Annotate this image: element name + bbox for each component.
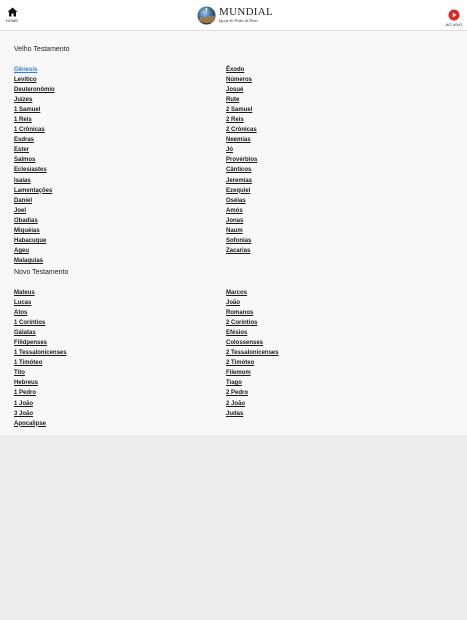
book-link[interactable]: Ageu xyxy=(14,247,29,254)
book-list-item xyxy=(226,305,279,315)
book-list-item xyxy=(14,285,67,295)
top-bar xyxy=(0,0,467,31)
book-link[interactable]: Daniel xyxy=(14,197,33,204)
book-link[interactable]: Filemom xyxy=(226,370,251,377)
book-link[interactable]: Miquéias xyxy=(14,227,40,234)
book-link[interactable]: Deuteronômio xyxy=(14,87,55,94)
book-link[interactable]: 2 Tessalonicenses xyxy=(226,350,279,357)
book-link[interactable]: Levítico xyxy=(14,77,37,84)
home-label: HOME xyxy=(5,18,19,23)
book-list-item xyxy=(14,305,67,315)
book-list-item xyxy=(14,193,55,203)
new-testament-right-column xyxy=(226,285,279,416)
book-link[interactable]: Colossenses xyxy=(226,340,264,347)
book-list-item xyxy=(226,315,279,325)
book-link[interactable]: Tito xyxy=(14,370,25,377)
book-link[interactable]: 3 João xyxy=(14,410,34,417)
book-link[interactable]: Salmos xyxy=(14,157,36,164)
book-list-item xyxy=(14,72,55,82)
book-link[interactable]: 2 Crônicas xyxy=(226,127,257,134)
book-list-item xyxy=(226,345,279,355)
book-link[interactable]: 1 Tessalonicenses xyxy=(14,350,67,357)
book-list-item xyxy=(14,406,67,416)
book-link[interactable]: Lamentações xyxy=(14,187,53,194)
book-link[interactable]: Eclesiastes xyxy=(14,167,47,174)
book-link[interactable]: Gênesis xyxy=(14,67,38,73)
book-list-item xyxy=(226,112,257,122)
book-link[interactable]: Malaquias xyxy=(14,257,44,264)
book-list-item xyxy=(14,162,55,172)
book-list-item xyxy=(14,223,55,233)
book-list-item xyxy=(226,335,279,345)
book-link[interactable]: Zacarias xyxy=(226,247,251,254)
book-link[interactable]: 1 Crônicas xyxy=(14,127,45,134)
book-list-item xyxy=(14,416,67,426)
book-list-item xyxy=(226,355,279,365)
book-list-item xyxy=(14,253,55,263)
book-list-item xyxy=(226,132,257,142)
book-list-item xyxy=(226,193,257,203)
book-list-item xyxy=(226,365,279,375)
book-link[interactable]: 2 Reis xyxy=(226,117,244,124)
book-link[interactable]: Obadias xyxy=(14,217,38,224)
book-list-item xyxy=(14,142,55,152)
book-link[interactable]: Jonas xyxy=(226,217,244,224)
book-link[interactable]: 1 Pedro xyxy=(14,390,37,397)
book-list-item xyxy=(14,152,55,162)
book-link[interactable]: 1 Reis xyxy=(14,117,32,124)
book-list-item xyxy=(14,92,55,102)
book-link[interactable]: Romanos xyxy=(226,310,254,317)
book-list-item xyxy=(226,285,279,295)
book-list-item xyxy=(226,295,279,305)
book-list-item xyxy=(14,62,55,72)
book-link[interactable]: Filidpenses xyxy=(14,340,48,347)
book-link[interactable]: 2 João xyxy=(226,400,246,407)
book-list-item xyxy=(14,183,55,193)
book-list-item xyxy=(226,233,257,243)
book-list-item xyxy=(14,102,55,112)
book-list-item xyxy=(14,213,55,223)
book-link[interactable]: 2 Timóteo xyxy=(226,360,255,367)
book-link[interactable]: Josué xyxy=(226,87,244,94)
book-link[interactable]: Números xyxy=(226,77,253,84)
book-link[interactable]: Habacuque xyxy=(14,237,47,244)
book-list-item xyxy=(226,162,257,172)
book-list-item xyxy=(226,203,257,213)
book-list-item xyxy=(14,385,67,395)
book-link[interactable]: Marcos xyxy=(226,290,248,296)
old-testament-left-column xyxy=(14,62,55,263)
live-label: AO VIVO xyxy=(445,22,463,27)
book-list-item xyxy=(226,62,257,72)
book-list-item xyxy=(226,173,257,183)
book-list-item xyxy=(226,183,257,193)
book-link[interactable]: Êxodo xyxy=(226,67,245,73)
book-link[interactable]: Cânticos xyxy=(226,167,252,174)
book-link[interactable]: Hebreus xyxy=(14,380,39,387)
book-link[interactable]: Tiago xyxy=(226,380,242,387)
book-list-item xyxy=(14,345,67,355)
book-list-item xyxy=(14,132,55,142)
live-button[interactable] xyxy=(445,9,463,27)
book-list-item xyxy=(14,82,55,92)
book-list-item xyxy=(14,315,67,325)
book-list-item xyxy=(226,92,257,102)
book-list-item xyxy=(14,122,55,132)
books-panel xyxy=(0,31,467,435)
book-list-item xyxy=(14,365,67,375)
book-link[interactable]: Esdras xyxy=(14,137,35,144)
book-link[interactable]: 2 Samuel xyxy=(226,107,253,114)
book-link[interactable]: Juízes xyxy=(14,97,33,104)
book-link[interactable]: João xyxy=(226,300,241,307)
book-link[interactable]: Oséias xyxy=(226,197,246,204)
book-list-item xyxy=(14,295,67,305)
book-list-item xyxy=(14,396,67,406)
book-list-item xyxy=(226,406,279,416)
new-testament-title: Novo Testamento xyxy=(14,269,69,276)
book-link[interactable]: Atos xyxy=(14,310,28,317)
old-testament-right-column xyxy=(226,62,257,253)
book-list-item xyxy=(226,152,257,162)
home-button[interactable] xyxy=(4,7,20,23)
book-link[interactable]: 2 Pedro xyxy=(226,390,249,397)
book-link[interactable]: 1 Timóteo xyxy=(14,360,43,367)
book-link[interactable]: Judas xyxy=(226,410,244,417)
book-list-item xyxy=(226,223,257,233)
book-list-item xyxy=(226,375,279,385)
book-list-item xyxy=(14,112,55,122)
book-link[interactable]: Amós xyxy=(226,207,243,214)
logo-title: MUNDIAL xyxy=(219,6,274,18)
old-testament-title: Velho Testamento xyxy=(14,46,70,53)
book-list-item xyxy=(226,385,279,395)
book-link[interactable]: Mateus xyxy=(14,290,35,296)
book-list-item xyxy=(226,213,257,223)
book-list-item xyxy=(226,325,279,335)
book-link[interactable]: Rute xyxy=(226,97,240,104)
book-link[interactable]: 2 Coríntios xyxy=(226,320,258,327)
book-link[interactable]: Apocalipse xyxy=(14,420,47,427)
book-link[interactable]: Joel xyxy=(14,207,27,214)
book-list-item xyxy=(226,102,257,112)
book-link[interactable]: 1 João xyxy=(14,400,34,407)
logo-subtitle: Igreja do Poder de Deus xyxy=(219,18,258,23)
book-list-item xyxy=(14,203,55,213)
book-link[interactable]: Sofonias xyxy=(226,237,252,244)
book-list-item xyxy=(226,396,279,406)
book-link[interactable]: Ezequiel xyxy=(226,187,251,194)
book-link[interactable]: 1 Samuel xyxy=(14,107,41,114)
book-link[interactable]: Ester xyxy=(14,147,30,154)
play-icon xyxy=(448,9,460,21)
book-list-item xyxy=(14,233,55,243)
book-list-item xyxy=(14,355,67,365)
book-link[interactable]: Lucas xyxy=(14,300,32,307)
book-link[interactable]: Provérbios xyxy=(226,157,258,164)
book-list-item xyxy=(14,335,67,345)
book-link[interactable]: Jó xyxy=(226,147,234,154)
book-list-item xyxy=(14,375,67,385)
book-list-item xyxy=(14,325,67,335)
home-icon xyxy=(7,7,18,17)
new-testament-left-column xyxy=(14,285,67,426)
book-list-item xyxy=(226,243,257,253)
book-link[interactable]: Naum xyxy=(226,227,243,234)
book-link[interactable]: Gálatas xyxy=(14,330,36,337)
book-link[interactable]: 1 Coríntios xyxy=(14,320,46,327)
book-link[interactable]: Efésios xyxy=(226,330,248,337)
book-link[interactable]: Neemias xyxy=(226,137,251,144)
logo[interactable] xyxy=(197,5,273,25)
book-list-item xyxy=(226,82,257,92)
book-list-item xyxy=(226,142,257,152)
book-link[interactable]: Jeremias xyxy=(226,177,253,184)
book-link[interactable]: Isaías xyxy=(14,177,31,184)
book-list-item xyxy=(14,243,55,253)
book-list-item xyxy=(226,122,257,132)
book-list-item xyxy=(226,72,257,82)
book-list-item xyxy=(14,173,55,183)
globe-logo-icon xyxy=(197,6,216,25)
